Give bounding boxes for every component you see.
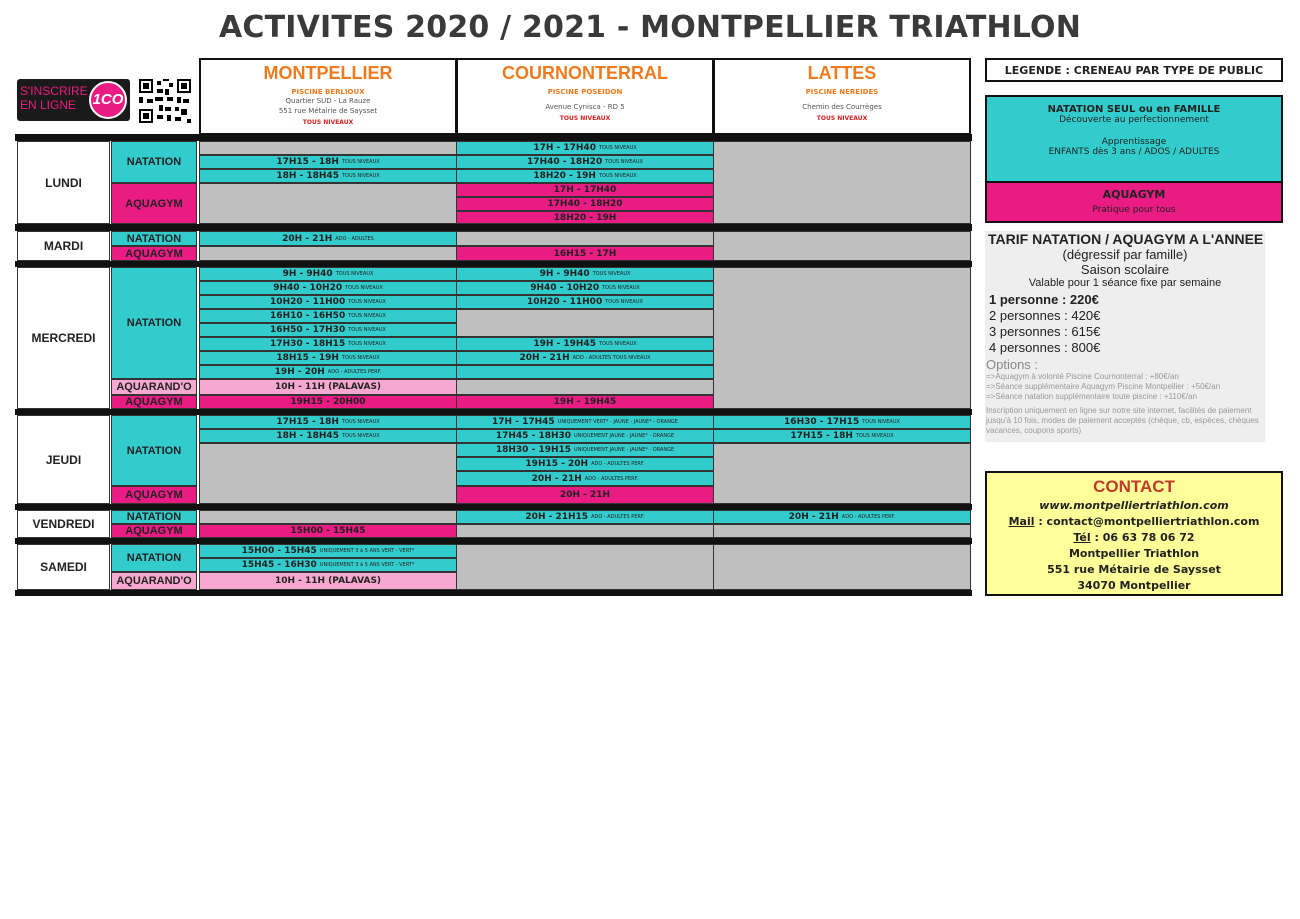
slot-jeudi-cournonterral-3[interactable]	[456, 443, 714, 457]
pool-address-1: Quartier SUD - La Rauze	[285, 97, 371, 105]
slot-lundi-aquagym-2[interactable]: 17H40 - 18H20	[456, 197, 714, 211]
slot-jeudi-lattes-2[interactable]	[713, 429, 971, 443]
slot-jeudi-cournonterral-5[interactable]	[456, 471, 714, 486]
slot-vendredi-cournonterral-1[interactable]	[456, 510, 714, 524]
logo-text	[20, 84, 88, 112]
activity-aquagym: AQUAGYM	[111, 183, 197, 224]
slot-level: UNIQUEMENT 3 à 5 ANS VERT - VERT*	[319, 562, 415, 568]
slot-lundi-cournonterral-3[interactable]	[456, 169, 714, 183]
slot-level: UNIQUEMENT 3 à 5 ANS VERT - VERT*	[319, 548, 415, 554]
schedule-grid	[15, 134, 972, 596]
pool-header-lattes	[713, 58, 971, 135]
pool-city: COURNONTERRAL	[502, 63, 668, 83]
page-title: ACTIVITES 2020 / 2021 - MONTPELLIER TRIATHLON	[218, 10, 1082, 45]
slot-mercredi-cournonterral-1[interactable]	[456, 267, 714, 281]
slot-empty	[199, 183, 457, 224]
qr-code[interactable]	[137, 77, 193, 125]
activity-natation: NATATION	[111, 267, 197, 379]
slot-jeudi-montpellier-1[interactable]	[199, 415, 457, 429]
phone-number: : 06 63 78 06 72	[1090, 531, 1195, 544]
slot-mercredi-montpellier-5[interactable]	[199, 323, 457, 337]
slot-jeudi-montpellier-2[interactable]	[199, 429, 457, 443]
slot-time: 20H - 21H	[519, 353, 570, 363]
slot-time: 10H20 - 11H00	[270, 297, 346, 307]
contact-mail[interactable]	[987, 514, 1281, 530]
slot-time: 17H15 - 18H	[790, 431, 853, 441]
activity-aquagym: AQUAGYM	[111, 524, 197, 538]
day-samedi: SAMEDI	[17, 544, 110, 590]
slot-mercredi-cournonterral-4[interactable]	[456, 337, 714, 351]
option-line: =>Aquagym à volonté Piscine Cournonterral : +80€/an	[986, 372, 1179, 381]
activity-aquagym: AQUAGYM	[111, 395, 197, 409]
slot-mercredi-aquagym-cournonterral[interactable]: 19H - 19H45	[456, 395, 714, 409]
slot-level: TOUS NIVEAUX	[598, 341, 637, 347]
pricing-subtitle: Saison scolaire	[1080, 262, 1170, 277]
pool-city: MONTPELLIER	[263, 63, 393, 83]
slot-time: 19H15 - 20H	[525, 459, 589, 469]
contact-title: CONTACT	[1093, 477, 1175, 496]
activity-aquarando: AQUARAND'O	[111, 379, 197, 395]
slot-empty	[199, 510, 457, 524]
legend-natation	[985, 95, 1283, 183]
legend-aquagym-title: AQUAGYM	[1102, 188, 1166, 201]
slot-lundi-cournonterral-2[interactable]	[456, 155, 714, 169]
slot-empty	[456, 309, 714, 337]
slot-level: TOUS NIVEAUX	[598, 173, 637, 179]
activity-aquagym: AQUAGYM	[111, 246, 197, 261]
option-line: =>Séance supplémentaire Aquagym Piscine Montpellier : +50€/an	[986, 382, 1221, 391]
slot-mercredi-montpellier-7[interactable]	[199, 351, 457, 365]
slot-empty	[713, 544, 971, 590]
slot-empty	[199, 246, 457, 261]
slot-level: UNIQUEMENT JAUNE - JAUNE* - ORANGE	[574, 433, 675, 439]
slot-time: 20H - 21H15	[525, 512, 589, 522]
slot-time: 9H40 - 10H20	[530, 283, 600, 293]
pool-address-2: 551 rue Métairie de Saysset	[278, 107, 378, 115]
slot-level: TOUS NIVEAUX	[348, 341, 386, 347]
slot-level: TOUS NIVEAUX	[345, 285, 383, 291]
slot-empty	[456, 379, 714, 395]
slot-empty	[713, 267, 971, 409]
mail-label: Mail	[1008, 515, 1035, 528]
slot-level: UNIQUEMENT VERT* - JAUNE - JAUNE* - ORANGE	[557, 419, 678, 425]
pool-address-1: Chemin des Courrèges	[802, 103, 882, 111]
slot-mercredi-aquagym-montpellier[interactable]: 19H15 - 20H00	[199, 395, 457, 409]
slot-time: 10H20 - 11H00	[527, 297, 603, 307]
slot-empty-natation	[456, 365, 714, 379]
slot-time: 17H15 - 18H	[276, 157, 339, 167]
day-jeudi: JEUDI	[17, 415, 110, 504]
slot-mercredi-aquarando[interactable]: 10H - 11H (PALAVAS)	[199, 379, 457, 395]
slot-level: ADO - ADULTES PERF.	[591, 461, 645, 467]
activity-natation: NATATION	[111, 415, 197, 486]
slot-time: 9H - 9H40	[539, 269, 590, 279]
slot-time: 17H40 - 18H20	[527, 157, 603, 167]
slot-level: ADO - ADULTES PERF.	[841, 514, 896, 520]
pool-header-montpellier	[199, 58, 457, 135]
slot-lundi-montpellier-2[interactable]	[199, 169, 457, 183]
row-separator	[15, 224, 972, 231]
registration-note: Inscription uniquement en ligne sur notre site internet, facilités de paiement jusqu'à 10 fois, modes de paiement acceptés (chèque, cb, espèces, chèques vacances, coupons sports)	[986, 406, 1259, 435]
slot-level: TOUS NIVEAUX	[862, 419, 900, 425]
slot-time: 20H - 21H	[531, 473, 582, 484]
slot-samedi-montpellier-2[interactable]	[199, 558, 457, 572]
slot-jeudi-aquagym-cournonterral[interactable]: 20H - 21H	[456, 486, 714, 504]
slot-empty	[456, 231, 714, 246]
activity-natation: NATATION	[111, 231, 197, 246]
slot-mercredi-cournonterral-3[interactable]	[456, 295, 714, 309]
slot-level: TOUS NIVEAUX	[341, 433, 380, 439]
slot-empty	[199, 141, 457, 155]
slot-level: ADO - ADULTES	[335, 235, 374, 242]
slot-time: 16H10 - 16H50	[270, 311, 346, 321]
slot-time: 17H - 17H40	[533, 143, 596, 153]
slot-time: 17H15 - 18H	[276, 417, 339, 427]
slot-level: ADO - ADULTES PERF.	[327, 369, 382, 375]
slot-time: 19H - 19H45	[533, 339, 596, 349]
slot-level: TOUS NIVEAUX	[341, 173, 380, 179]
pricing-subtitle: Valable pour 1 séance fixe par semaine	[1028, 277, 1222, 289]
slot-time: 18H20 - 19H	[533, 171, 596, 181]
slot-time: 17H30 - 18H15	[270, 339, 346, 349]
options-title: Options :	[986, 357, 1039, 372]
slot-mercredi-montpellier-4[interactable]	[199, 309, 457, 323]
slot-mercredi-cournonterral-5[interactable]	[456, 351, 714, 365]
slot-empty	[199, 443, 457, 504]
slot-time: 18H - 18H45	[276, 171, 339, 181]
slot-mercredi-montpellier-1[interactable]	[199, 267, 457, 281]
logo-line-2: EN LIGNE	[20, 98, 77, 112]
legend-natation-line: Découverte au perfectionnement	[1059, 115, 1209, 125]
activity-aquarando: AQUARAND'O	[111, 572, 197, 590]
pool-name: PISCINE BERLIOUX	[291, 88, 365, 96]
slot-level: TOUS NIVEAUX	[605, 299, 643, 305]
pool-address-1: Avenue Cynisca - RD 5	[545, 103, 625, 111]
legend-header: LEGENDE : CRENEAU PAR TYPE DE PUBLIC	[985, 58, 1283, 82]
club-city: 34070 Montpellier	[1077, 579, 1191, 592]
phone-label: Tél	[1073, 531, 1091, 544]
slot-level: TOUS NIVEAUX	[592, 271, 631, 277]
slot-time: 9H40 - 10H20	[273, 283, 343, 293]
slot-time: 17H45 - 18H30	[495, 431, 572, 441]
slot-level: TOUS NIVEAUX	[855, 433, 894, 439]
slot-level: TOUS NIVEAUX	[602, 285, 640, 291]
slot-empty	[713, 524, 971, 538]
slot-time: 19H - 20H	[274, 367, 325, 377]
legend-natation-line: Apprentissage	[1101, 137, 1167, 147]
price-3-persons: 3 personnes : 615€	[989, 324, 1101, 339]
day-lundi: LUNDI	[17, 141, 110, 224]
price-1-person: 1 personne : 220€	[989, 292, 1099, 307]
slot-level: ADO - ADULTES PERF.	[591, 514, 645, 520]
slot-empty	[713, 443, 971, 504]
day-mercredi: MERCREDI	[17, 267, 110, 409]
slot-time: 9H - 9H40	[282, 269, 333, 279]
slot-lundi-cournonterral-1[interactable]	[456, 141, 714, 155]
slot-mercredi-montpellier-6[interactable]	[199, 337, 457, 351]
club-name: Montpellier Triathlon	[1068, 547, 1200, 560]
slot-vendredi-aquagym-montpellier[interactable]: 15H00 - 15H45	[199, 524, 457, 538]
slot-mercredi-cournonterral-2[interactable]	[456, 281, 714, 295]
activity-natation: NATATION	[111, 544, 197, 572]
legend-natation-line: ENFANTS dès 3 ans / ADOS / ADULTES	[1048, 147, 1220, 157]
activity-natation: NATATION	[111, 141, 197, 183]
slot-lundi-montpellier-1[interactable]	[199, 155, 457, 169]
slot-mercredi-montpellier-3[interactable]	[199, 295, 457, 309]
pool-level: TOUS NIVEAUX	[816, 115, 868, 122]
slot-time: 15H45 - 16H30	[241, 560, 317, 570]
slot-time: 18H - 18H45	[276, 431, 339, 441]
slot-level: TOUS NIVEAUX	[348, 313, 386, 319]
slot-time: 18H30 - 19H15	[495, 445, 572, 455]
row-separator	[15, 590, 972, 596]
price-2-persons: 2 personnes : 420€	[989, 308, 1101, 323]
slot-level: TOUS NIVEAUX	[348, 327, 386, 333]
pool-level: TOUS NIVEAUX	[559, 115, 611, 122]
slot-level: TOUS NIVEAUX	[605, 159, 643, 165]
club-address: 551 rue Métairie de Saysset	[1047, 563, 1221, 576]
activity-natation: NATATION	[111, 510, 197, 524]
activity-aquagym: AQUAGYM	[111, 486, 197, 504]
slot-jeudi-cournonterral-4[interactable]	[456, 457, 714, 471]
slot-level: TOUS NIVEAUX	[335, 271, 374, 277]
pricing-title: TARIF NATATION / AQUAGYM A L'ANNEE	[988, 231, 1264, 247]
slot-jeudi-cournonterral-1[interactable]	[456, 415, 714, 429]
slot-lundi-aquagym-1[interactable]: 17H - 17H40	[456, 183, 714, 197]
pool-level: TOUS NIVEAUX	[302, 119, 354, 126]
pool-name: PISCINE NEREIDES	[805, 88, 879, 96]
slot-empty	[456, 544, 714, 590]
price-4-persons: 4 personnes : 800€	[989, 340, 1101, 355]
register-online-logo[interactable]	[17, 79, 130, 121]
slot-mercredi-montpellier-2[interactable]	[199, 281, 457, 295]
slot-time: 17H - 17H45	[492, 417, 555, 427]
slot-time: 20H - 21H	[788, 512, 839, 522]
logo-badge: 1CO	[89, 81, 127, 119]
slot-jeudi-lattes-1[interactable]	[713, 415, 971, 429]
pool-city: LATTES	[807, 63, 877, 83]
slot-mercredi-montpellier-8[interactable]	[199, 365, 457, 379]
legend-aquagym	[985, 183, 1283, 223]
option-line: =>Séance natation supplémentaire toute piscine : +110€/an	[986, 392, 1197, 401]
slot-level: UNIQUEMENT JAUNE - JAUNE* - ORANGE	[574, 447, 675, 453]
slot-level: ADO - ADULTES TOUS NIVEAUX	[572, 355, 651, 361]
slot-time: 20H - 21H	[282, 233, 333, 244]
slot-time: 16H50 - 17H30	[270, 325, 346, 335]
slot-time: 18H15 - 19H	[276, 353, 339, 363]
website-link[interactable]: www.montpelliertriathlon.com	[1039, 499, 1229, 512]
slot-level: TOUS NIVEAUX	[341, 419, 380, 425]
slot-empty	[456, 524, 714, 538]
pool-header-cournonterral	[456, 58, 714, 135]
mail-address: : contact@montpelliertriathlon.com	[1034, 515, 1260, 528]
contact-box	[985, 471, 1283, 596]
row-separator	[15, 134, 972, 141]
contact-phone[interactable]	[987, 530, 1281, 546]
slot-level: TOUS NIVEAUX	[348, 299, 386, 305]
slot-vendredi-lattes-1[interactable]	[713, 510, 971, 524]
slot-level: TOUS NIVEAUX	[598, 145, 637, 151]
slot-samedi-montpellier-1[interactable]	[199, 544, 457, 558]
slot-lundi-aquagym-3[interactable]: 18H20 - 19H	[456, 211, 714, 224]
slot-time: 16H30 - 17H15	[784, 417, 860, 427]
pricing-panel	[985, 231, 1265, 442]
slot-empty	[713, 141, 971, 224]
slot-jeudi-cournonterral-2[interactable]	[456, 429, 714, 443]
pool-name: PISCINE POSEIDON	[547, 88, 623, 96]
slot-level: TOUS NIVEAUX	[341, 355, 380, 361]
legend-natation-title: NATATION SEUL ou en FAMILLE	[1047, 104, 1221, 115]
day-vendredi: VENDREDI	[17, 510, 110, 538]
slot-level: ADO - ADULTES PERF.	[584, 475, 639, 482]
slot-time: 15H00 - 15H45	[241, 546, 317, 556]
logo-line-1: S'INSCRIRE	[20, 84, 88, 98]
slot-empty	[713, 231, 971, 261]
day-mardi: MARDI	[17, 231, 110, 261]
pricing-subtitle: (dégressif par famille)	[1062, 247, 1188, 262]
slot-mardi-aquagym-1[interactable]: 16H15 - 17H	[456, 246, 714, 261]
legend-aquagym-line: Pratique pour tous	[1092, 205, 1176, 215]
slot-mardi-montpellier-1[interactable]	[199, 231, 457, 246]
slot-samedi-aquarando[interactable]: 10H - 11H (PALAVAS)	[199, 572, 457, 590]
slot-level: TOUS NIVEAUX	[341, 159, 380, 165]
